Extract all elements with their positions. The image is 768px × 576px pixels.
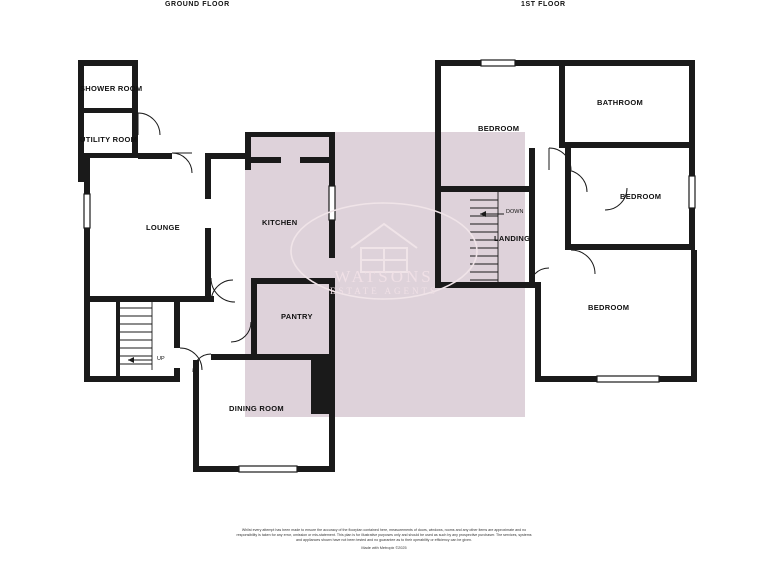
room-label-dining-room: DINING ROOM bbox=[229, 404, 284, 413]
room-label-shower-room: SHOWER ROOM bbox=[80, 84, 143, 93]
stairs-down-label: DOWN bbox=[506, 209, 524, 215]
watermark-brand-line2: ESTATE AGENTS bbox=[329, 286, 439, 296]
made-with-label: Made with Metropix ©2025 bbox=[361, 545, 407, 550]
room-label-bedroom-3: BEDROOM bbox=[588, 303, 630, 312]
room-label-lounge: LOUNGE bbox=[146, 223, 180, 232]
floor-title-ground: GROUND FLOOR bbox=[165, 1, 230, 8]
watermark-brand-line1: WATSONS bbox=[334, 267, 434, 286]
stairs-up-label: UP bbox=[157, 356, 165, 362]
room-label-landing: LANDING bbox=[494, 234, 531, 243]
floor-title-first: 1ST FLOOR bbox=[521, 1, 566, 8]
first-floor-doors bbox=[529, 148, 627, 288]
stairs-up-arrow bbox=[128, 357, 152, 363]
disclaimer-text: Whilst every attempt has been made to ensure the accuracy of the floorplan contained here, measurements of doors, windows, rooms and any other items are approximate and no responsibility is taken for any error, omission or mis-statement. This plan is for illustrative purposes only and should be used as such by any prospective purchaser. The services, systems and appliances shown have not been tested and no guarantee as to their operability or efficiency can be given. bbox=[236, 528, 532, 543]
room-label-bedroom-1: BEDROOM bbox=[478, 124, 520, 133]
room-label-utility-room: UTILITY ROOM bbox=[80, 135, 138, 144]
ground-floor-doors bbox=[138, 113, 251, 372]
room-label-pantry: PANTRY bbox=[281, 312, 313, 321]
room-label-bedroom-2: BEDROOM bbox=[620, 192, 662, 201]
room-label-bathroom: BATHROOM bbox=[597, 98, 644, 107]
disclaimer bbox=[234, 528, 534, 551]
room-label-kitchen: KITCHEN bbox=[262, 218, 298, 227]
shaded-area-ground bbox=[245, 132, 525, 417]
